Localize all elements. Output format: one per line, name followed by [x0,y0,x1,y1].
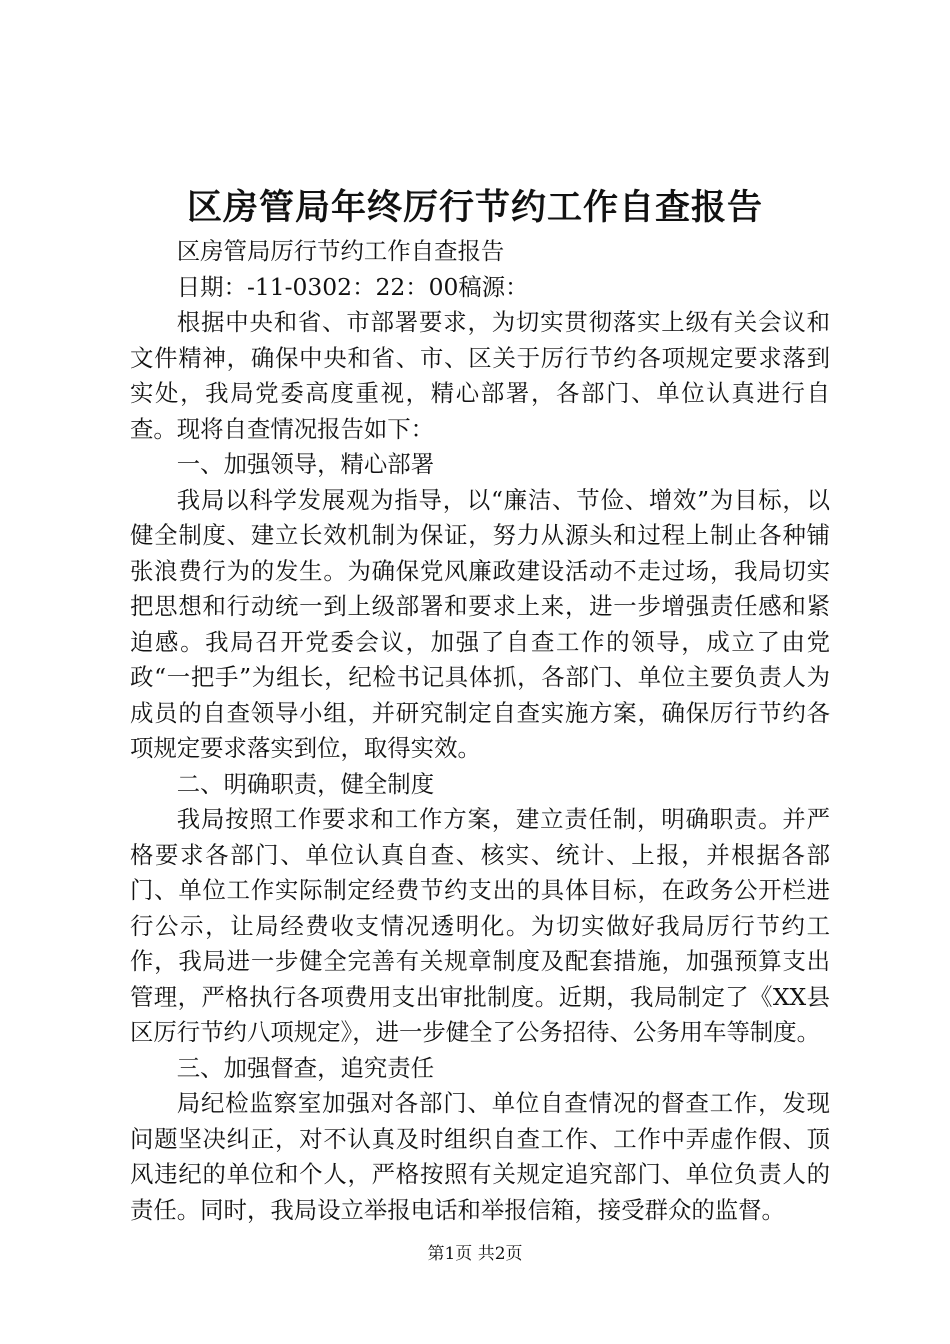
date-source-line: 日期：-11-0302：22：00稿源： [176,272,529,301]
section-1-paragraph: 我局以科学发展观为指导，以“廉洁、节俭、增效”为目标，以健全制度、建立长效机制为保证，努力从源头和过程上制止各种铺张浪费行为的发生。为确保党风廉政建设活动不走过场，我局切实把思想和行动统一到上级部署和要求上来，进一步增强责任感和紧迫感。我局召开党委会议，加强了自查工作的领导，成立了由党政“一把手”为组长，纪检书记具体抓，各部门、单位主要负责人为成员的自查领导小组，并研究制定自查实施方案，确保厉行节约各项规定要求落实到位，取得实效。 [130,485,830,762]
section-3-paragraph: 局纪检监察室加强对各部门、单位自查情况的督查工作，发现问题坚决纠正，对不认真及时组织自查工作、工作中弄虚作假、顶风违纪的单位和个人，严格按照有关规定追究部门、单位负责人的责任。同时，我局设立举报电话和举报信箱，接受群众的监督。 [130,1089,830,1224]
section-heading-2: 二、明确职责，健全制度 [176,769,435,798]
document-title: 区房管局年终厉行节约工作自查报告 [186,187,763,228]
section-heading-3: 三、加强督查，追究责任 [176,1053,435,1082]
document-body [130,234,830,1228]
section-2-paragraph: 我局按照工作要求和工作方案，建立责任制，明确职责。并严格要求各部门、单位认真自查、核实、统计、上报，并根据各部门、单位工作实际制定经费节约支出的具体目标，在政务公开栏进行公示，让局经费收支情况透明化。为切实做好我局厉行节约工作，我局进一步健全完善有关规章制度及配套措施，加强预算支出管理，严格执行各项费用支出审批制度。近期，我局制定了《XX县区厉行节约八项规定》，进一步健全了公务招待、公务用车等制度。 [130,805,830,1046]
section-heading-1: 一、加强领导，精心部署 [176,450,435,478]
subtitle-paragraph: 区房管局厉行节约工作自查报告 [176,237,505,265]
page-footer: 第1页 共2页 [427,1244,523,1264]
intro-paragraph: 根据中央和省、市部署要求，为切实贯彻落实上级有关会议和文件精神，确保中央和省、市、区关于厉行节约各项规定要求落到实处，我局党委高度重视，精心部署，各部门、单位认真进行自查。现将自查情况报告如下： [130,308,830,443]
